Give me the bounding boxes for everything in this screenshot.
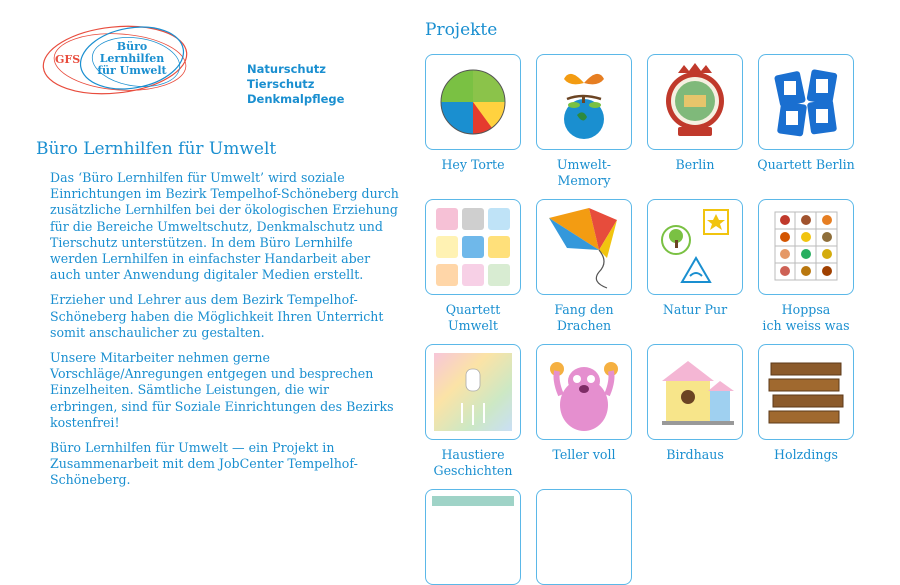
project-label: Birdhaus — [666, 447, 724, 462]
project-label: Quartett Berlin — [757, 157, 855, 172]
project-label: Holzdings — [774, 447, 838, 462]
project-tile-fang-den-drachen[interactable] — [534, 199, 634, 334]
project-tile-holzdings[interactable] — [756, 344, 856, 463]
intro-paragraph: Büro Lernhilfen für Umwelt — ein Projekt in Zusammenarbeit mit dem JobCenter Tempelhof-Schöneberg. — [50, 440, 358, 488]
project-tile-quartett-umwelt[interactable] — [423, 199, 523, 334]
intro-paragraph: Erzieher und Lehrer aus dem Bezirk Tempelhof-Schöneberg haben die Möglichkeit Ihren Unterricht somit anschaulicher zu gestalten. — [50, 292, 384, 340]
pink-monster-icon — [536, 344, 632, 440]
logo-name-line: Lernhilfen — [99, 52, 165, 65]
project-label: Haustiere Geschichten — [433, 447, 513, 478]
intro-paragraph: Unsere Mitarbeiter nehmen gerne Vorschläge/Anregungen entgegen und besprechen Einzelheiten. Sämtliche Leistungen, die wir erbringen, sind für Soziale Einrichtungen des Bezirks kostenfrei! — [50, 350, 394, 430]
project-tile-hoppsa[interactable] — [756, 199, 856, 334]
pastel-parrot-icon — [425, 344, 521, 440]
project-label: Berlin — [675, 157, 715, 172]
project-tile-partial[interactable] — [423, 489, 523, 585]
project-tile-natur-pur[interactable] — [645, 199, 745, 318]
partial-tile-frame — [536, 489, 632, 585]
project-tile-quartett-berlin[interactable] — [756, 54, 856, 173]
logo-name — [92, 41, 172, 77]
project-tile-teller-voll[interactable] — [534, 344, 634, 463]
pie-chart-icon — [425, 54, 521, 150]
project-tile-berlin[interactable] — [645, 54, 745, 173]
project-tile-birdhaus[interactable] — [645, 344, 745, 463]
logo-name-line: Büro — [116, 40, 148, 53]
bear-cards-icon — [758, 54, 854, 150]
logo-abbreviation: GFS — [55, 53, 81, 66]
logo-areas — [247, 62, 344, 107]
project-label: Hey Torte — [441, 157, 505, 172]
projects-heading: Projekte — [425, 20, 498, 40]
birdhouse-icon — [647, 344, 743, 440]
wood-planks-icon — [758, 344, 854, 440]
project-label: Teller voll — [552, 447, 616, 462]
project-tile-hey-torte[interactable] — [423, 54, 523, 173]
project-label: Fang den Drachen — [554, 302, 614, 333]
project-tile-haustiere-geschichten[interactable] — [423, 344, 523, 479]
project-label: Natur Pur — [662, 302, 728, 317]
logo-area-item: Naturschutz — [247, 62, 326, 76]
site-logo[interactable] — [40, 20, 345, 110]
logo-area-item: Tierschutz — [247, 77, 315, 91]
apple-butterfly-icon — [536, 54, 632, 150]
intro-text — [50, 170, 400, 498]
project-tile-partial[interactable] — [534, 489, 634, 585]
project-tile-umwelt-memory[interactable] — [534, 54, 634, 189]
partial-tile-frame — [425, 489, 521, 585]
project-label: Quartett Umwelt — [445, 302, 501, 333]
project-label: Umwelt- Memory — [556, 157, 612, 188]
symbol-grid-icon — [425, 199, 521, 295]
kite-icon — [536, 199, 632, 295]
nature-shapes-icon — [647, 199, 743, 295]
intro-paragraph: Das ‘Büro Lernhilfen für Umwelt’ wird soziale Einrichtungen im Bezirk Tempelhof-Schöneberg durch zusätzliche Lernhilfen bei der ökologischen Erziehung für die Bereiche Umweltschutz, Denkmalschutz und Tierschutz unterstützen. In dem Büro Lernhilfe werden Lernhilfen in einfachster Handarbeit aber auch unter Anwendung digitaler Medien erstellt. — [50, 170, 399, 283]
berlin-seal-icon — [647, 54, 743, 150]
project-label: Hoppsa ich weiss was — [762, 302, 850, 333]
page-title: Büro Lernhilfen für Umwelt — [36, 139, 277, 159]
logo-area-item: Denkmalpflege — [247, 92, 345, 106]
food-grid-icon — [758, 199, 854, 295]
logo-name-line: für Umwelt — [97, 64, 167, 77]
